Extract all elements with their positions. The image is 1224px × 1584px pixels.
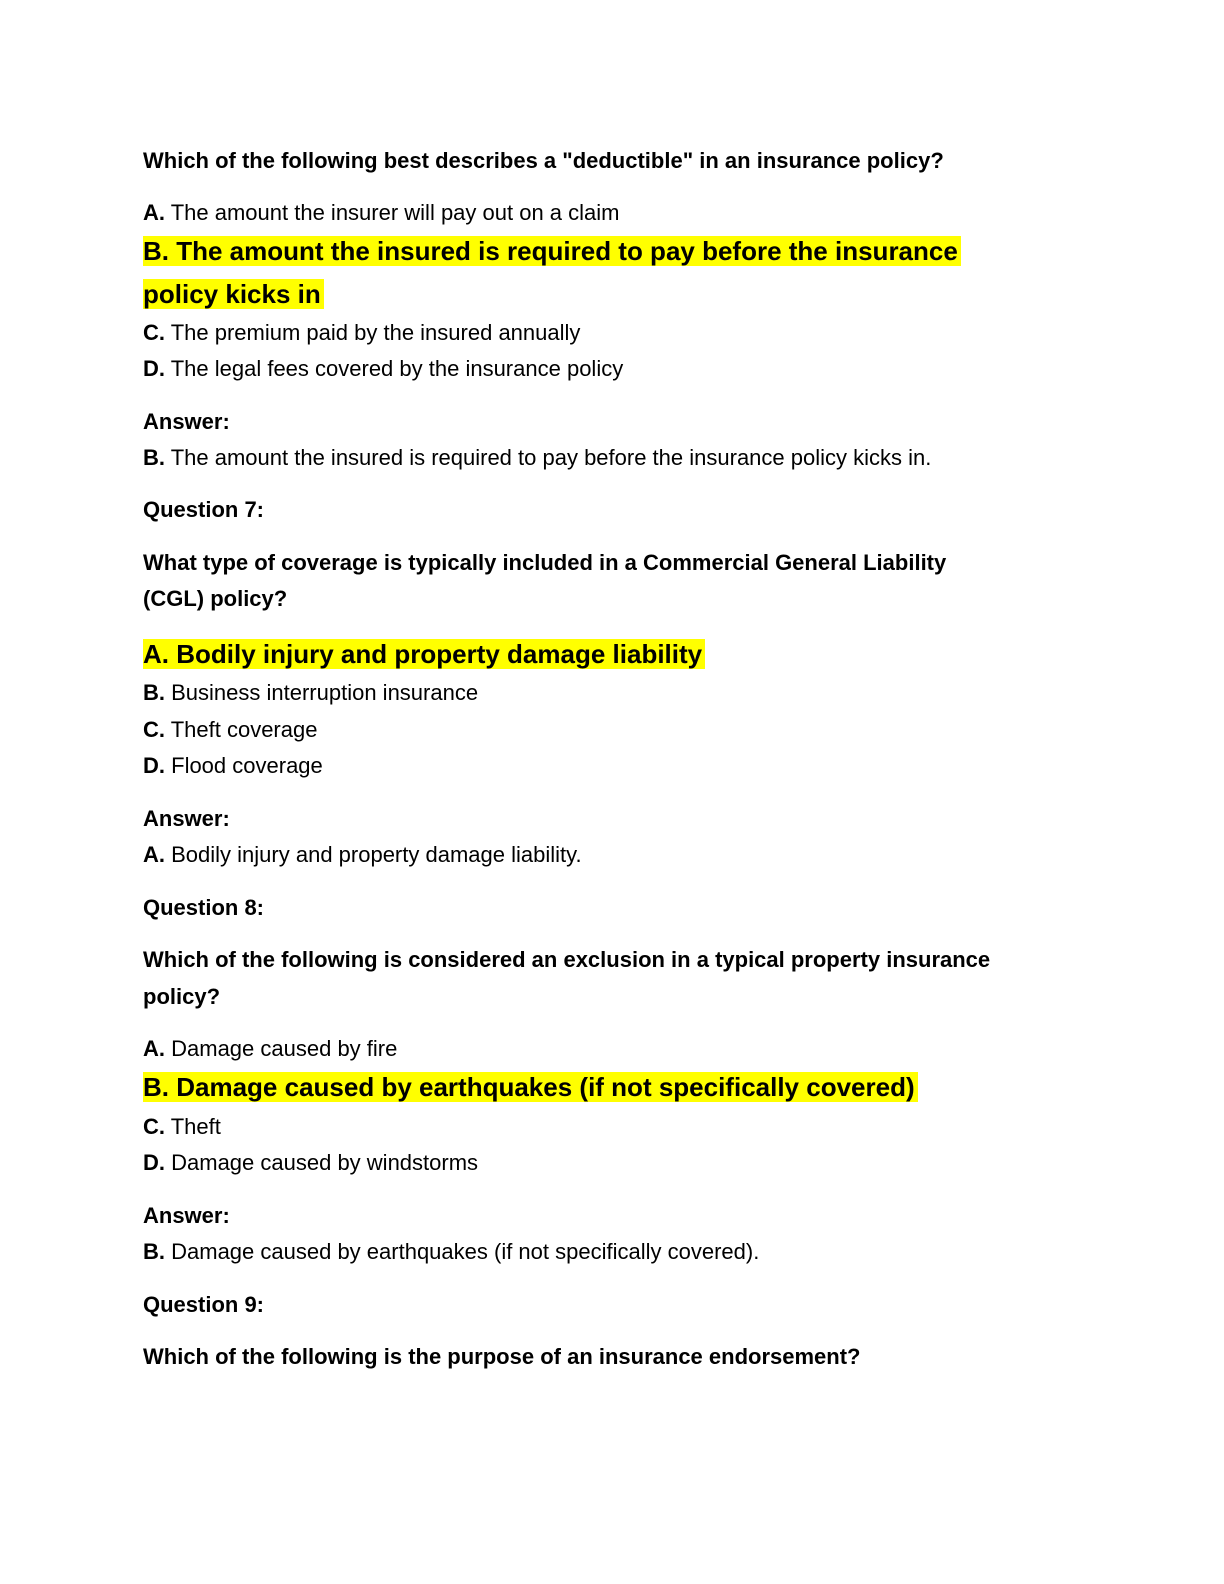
option-text: The premium paid by the insured annually [170,320,581,345]
answer-letter: B. [143,1239,165,1264]
q6-answer-label: Answer: [143,409,230,434]
option-letter: C. [143,320,165,345]
q6-option-d [143,354,623,384]
q6-option-b-highlighted-cont [143,274,324,314]
question-6-text: Which of the following best describes a "deductible" in an insurance policy? [143,148,944,173]
question-7-text-line1: What type of coverage is typically included in a Commercial General Liability [143,550,947,575]
q7-option-c [143,715,317,745]
option-letter: C. [143,717,165,742]
question-8-heading: Question 8: [143,895,265,920]
q7-answer-label: Answer: [143,806,230,831]
option-text-line2: policy kicks in [143,279,324,309]
question-9-text: Which of the following is the purpose of an insurance endorsement? [143,1344,861,1369]
option-text: Damage caused by earthquakes (if not specifically covered) [176,1072,915,1102]
option-letter: B. [143,1072,169,1102]
q6-option-c [143,318,580,348]
option-text: The legal fees covered by the insurance policy [170,356,624,381]
option-text: Business interruption insurance [171,680,479,705]
q7-option-b [143,678,478,708]
question-8-text-line2: policy? [143,984,221,1009]
option-letter: B. [143,680,165,705]
q8-option-a [143,1034,397,1064]
q6-answer [143,443,931,473]
option-text: Theft coverage [170,717,318,742]
q6-option-a [143,198,620,228]
option-letter: B. [143,236,169,266]
answer-letter: B. [143,445,165,470]
q8-option-b-highlighted [143,1067,918,1107]
q7-option-d [143,751,323,781]
answer-letter: A. [143,842,165,867]
q8-answer-label: Answer: [143,1203,230,1228]
question-8-text-line1: Which of the following is considered an exclusion in a typical property insurance [143,947,991,972]
q8-option-c [143,1112,221,1142]
option-letter: A. [143,1036,165,1061]
option-text: Damage caused by fire [171,1036,398,1061]
option-letter: A. [143,200,165,225]
option-text: Bodily injury and property damage liability [176,639,703,669]
option-text: Damage caused by windstorms [171,1150,479,1175]
q8-answer [143,1237,759,1267]
option-text-line1: The amount the insured is required to pay before the insurance [176,236,958,266]
answer-text: The amount the insured is required to pay before the insurance policy kicks in. [170,445,932,470]
option-letter: D. [143,1150,165,1175]
option-letter: D. [143,356,165,381]
answer-text: Damage caused by earthquakes (if not specifically covered). [171,1239,760,1264]
answer-text: Bodily injury and property damage liability. [171,842,582,867]
question-9-heading: Question 9: [143,1292,265,1317]
option-letter: A. [143,639,169,669]
question-7-text-line2: (CGL) policy? [143,586,288,611]
option-text: Theft [170,1114,221,1139]
q6-option-b-highlighted [143,231,961,271]
option-letter: C. [143,1114,165,1139]
option-letter: D. [143,753,165,778]
q8-option-d [143,1148,478,1178]
question-7-heading: Question 7: [143,497,265,522]
option-text: The amount the insurer will pay out on a claim [170,200,620,225]
q7-option-a-highlighted [143,634,705,674]
q7-answer [143,840,582,870]
option-text: Flood coverage [171,753,323,778]
